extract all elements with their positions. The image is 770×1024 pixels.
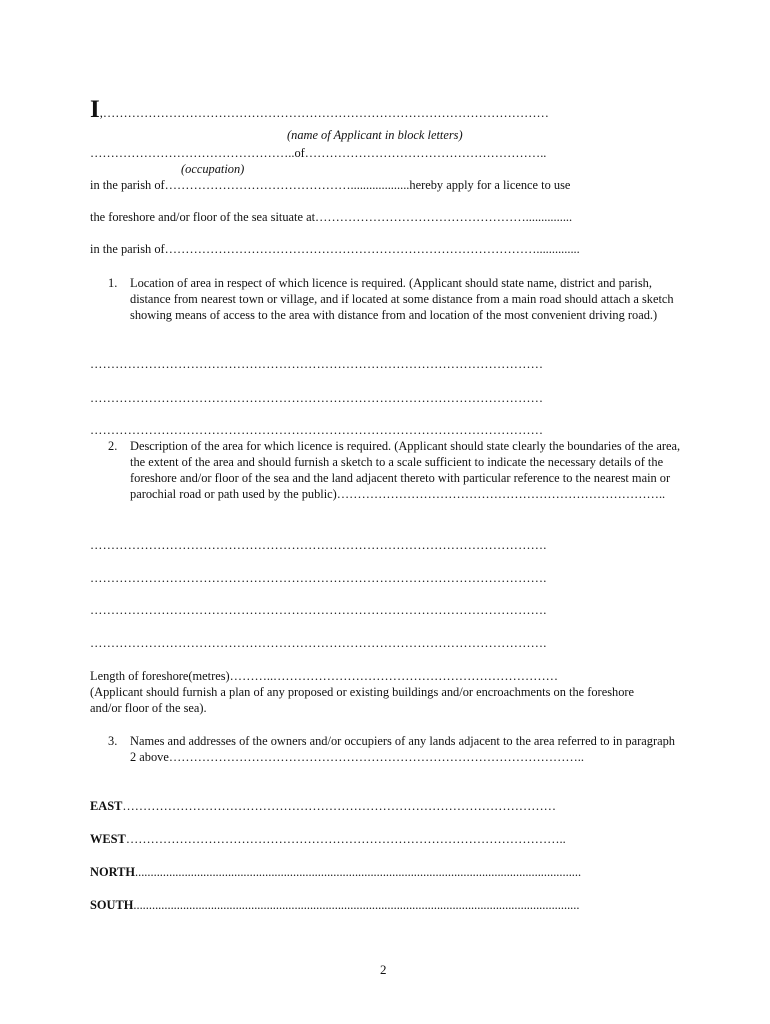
answer-line-2d: ………………………………………………………………………………………………. <box>90 636 547 650</box>
foreshore-location-line: the foreshore and/or floor of the sea situate at……………………………………………............... <box>90 210 573 224</box>
answer-line-1b: ……………………………………………………………………………………………… <box>90 391 544 405</box>
east-blank: …………………………………………………………………………………………… <box>122 799 557 813</box>
name-blank: ,……………………………………………………………………………………………… <box>99 106 549 120</box>
pronoun-i: I <box>90 96 100 123</box>
page-number: 2 <box>380 962 387 977</box>
occupation-caption: (occupation) <box>181 162 245 176</box>
east-row <box>90 798 556 814</box>
answer-line-2b: ………………………………………………………………………………………………. <box>90 571 547 585</box>
length-line: Length of foreshore(metres)………..…………………………………………………………… <box>90 669 559 683</box>
item-3-number: 3. <box>108 734 118 748</box>
north-label: NORTH <box>90 865 136 879</box>
item-2-text: Description of the area for which licence is required. (Applicant should state clearly the boundaries of the area, the extent of the area and should furnish a sketch to a scale sufficient to indicate the necessary details of the foreshore and/or floor of the sea and the land adjacent thereto with particular reference to the nearest main or parochial road or path used by the public)…………………………………………………………………….. <box>130 439 681 501</box>
applicant-name-row <box>90 96 549 124</box>
item-3-text: Names and addresses of the owners and/or occupiers of any lands adjacent to the area referred to in paragraph 2 above……………………………………………………………………………………….. <box>130 734 675 764</box>
answer-line-2c: ………………………………………………………………………………………………. <box>90 603 547 617</box>
west-blank: …………………………………………………………………………………………….. <box>125 832 566 846</box>
south-label: SOUTH <box>90 898 134 912</box>
answer-line-1a: ……………………………………………………………………………………………… <box>90 357 544 371</box>
answer-line-2a: ………………………………………………………………………………………………. <box>90 538 547 552</box>
item-1-text: Location of area in respect of which licence is required. (Applicant should state name, district and parish, distance from nearest town or village, and if located at some distance from a main road should attach a sketch showing means of access to the area with distance from and location of the most convenient driving road.) <box>130 276 674 322</box>
item-2-number: 2. <box>108 439 118 453</box>
item-1-number: 1. <box>108 276 118 290</box>
north-blank: ................................................................................................................................................ <box>135 865 582 879</box>
west-row <box>90 831 566 847</box>
length-note: (Applicant should furnish a plan of any proposed or existing buildings and/or encroachments on the foreshore and/or floor of the sea). <box>90 685 635 715</box>
north-row <box>90 864 635 880</box>
name-caption: (name of Applicant in block letters) <box>287 128 463 142</box>
parish-line: in the parish of……………………………………………………………………………….............. <box>90 242 580 256</box>
parish-apply-line: in the parish of………………………………………...................hereby apply for a licence to use <box>90 178 571 192</box>
east-label: EAST <box>90 799 123 813</box>
south-row <box>90 897 635 913</box>
south-blank: ................................................................................................................................................ <box>133 898 580 912</box>
west-label: WEST <box>90 832 126 846</box>
answer-line-1c: ……………………………………………………………………………………………… <box>90 423 544 437</box>
occupation-line: …………………………………………..of………………………………………………….. <box>90 146 547 160</box>
